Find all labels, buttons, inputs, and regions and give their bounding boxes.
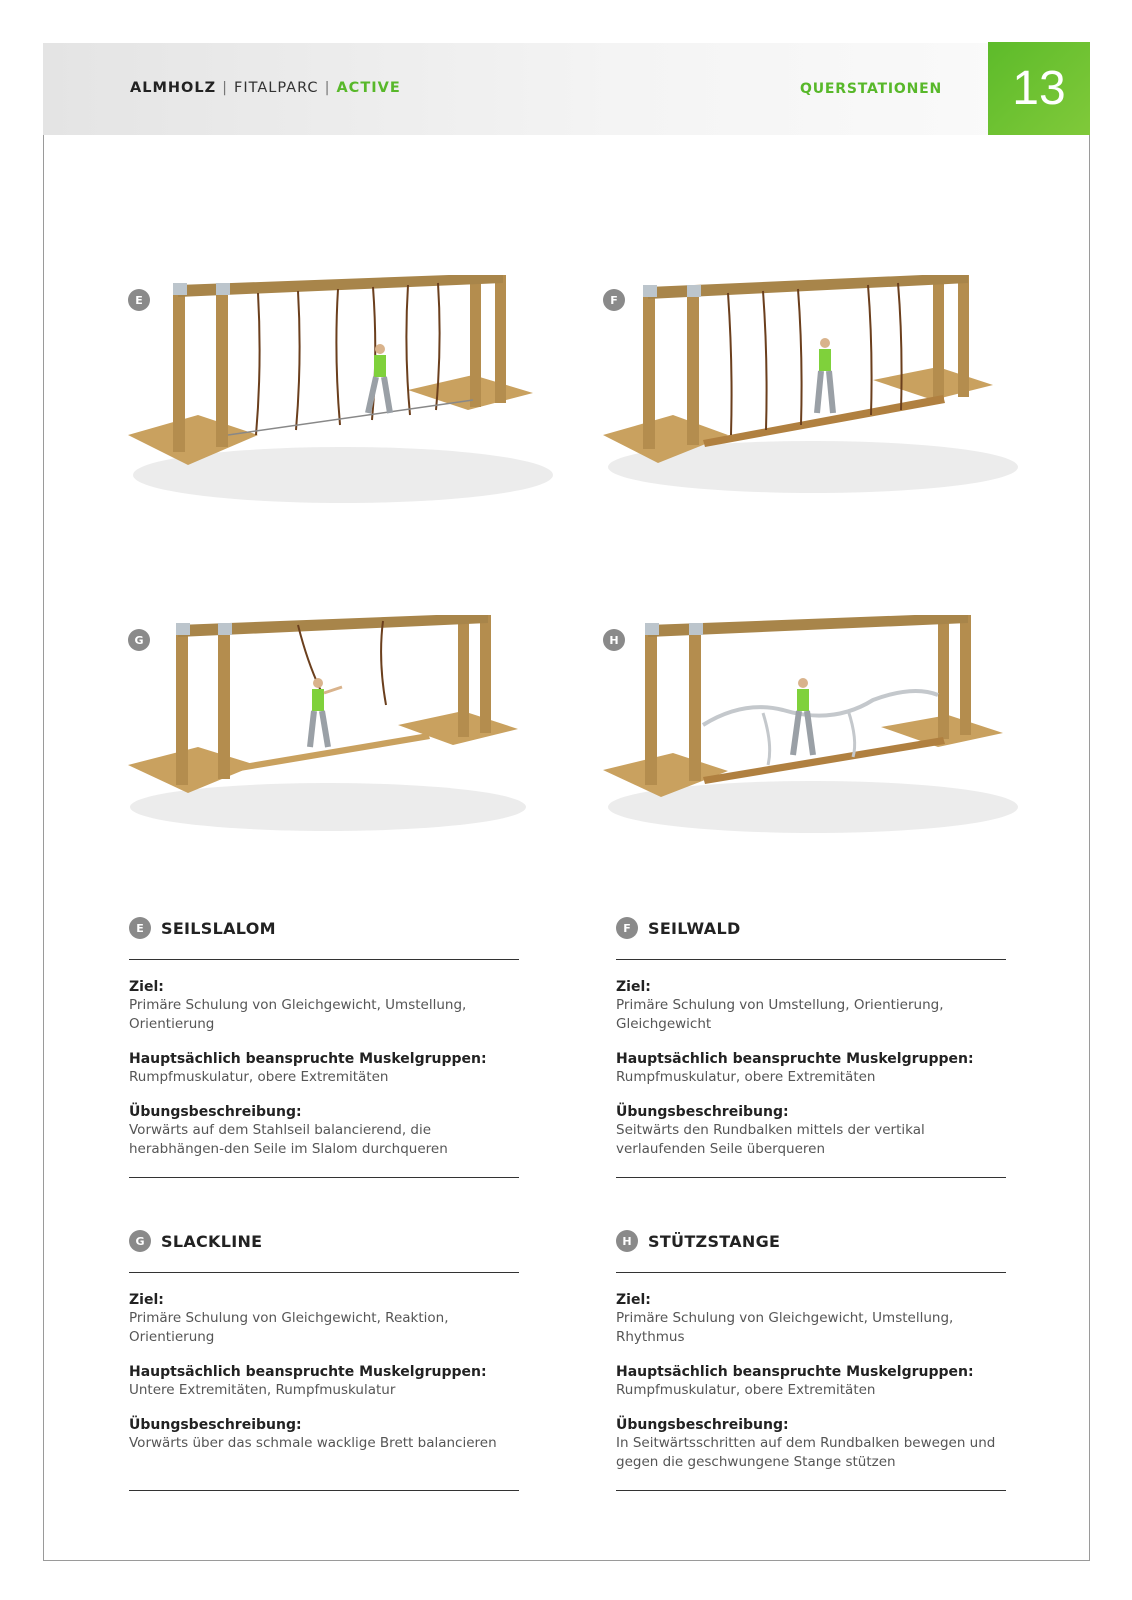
station-badge: G: [129, 1230, 151, 1252]
muscles-label: Hauptsächlich beanspruchte Muskelgruppen:: [616, 1051, 974, 1067]
goal-text: Primäre Schulung von Gleichgewicht, Umstellung, Rhythmus: [616, 1310, 954, 1345]
muscles-text: Untere Extremitäten, Rumpfmuskulatur: [129, 1382, 396, 1398]
muscles-label: Hauptsächlich beanspruchte Muskelgruppen:: [129, 1364, 487, 1380]
station-badge: H: [603, 629, 625, 651]
station-title: SEILSLALOM: [161, 918, 276, 938]
station-badge: E: [128, 289, 150, 311]
station-card-seilwald: [616, 913, 1006, 1178]
goal-text: Primäre Schulung von Umstellung, Orientierung, Gleichgewicht: [616, 997, 944, 1032]
illustration-slackline: [128, 615, 558, 885]
station-badge: F: [616, 917, 638, 939]
slackline-image: [128, 615, 558, 855]
description-text: Vorwärts auf dem Stahlseil balancierend, die herabhängen-den Seile im Slalom durchqueren: [129, 1122, 448, 1157]
divider: [129, 1272, 519, 1273]
brand-logo: [130, 80, 401, 96]
description-text: In Seitwärtsschritten auf dem Rundbalken bewegen und gegen die geschwungene Stange stützen: [616, 1435, 996, 1470]
station-badge: F: [603, 289, 625, 311]
station-badge: H: [616, 1230, 638, 1252]
description-label: Übungsbeschreibung:: [129, 1417, 302, 1433]
divider: [129, 1490, 519, 1491]
goal-text: Primäre Schulung von Gleichgewicht, Umstellung, Orientierung: [129, 997, 467, 1032]
description-label: Übungsbeschreibung:: [616, 1104, 789, 1120]
muscles-label: Hauptsächlich beanspruchte Muskelgruppen:: [129, 1051, 487, 1067]
muscles-text: Rumpfmuskulatur, obere Extremitäten: [616, 1382, 876, 1398]
station-title: SEILWALD: [648, 918, 741, 938]
station-badge: G: [128, 629, 150, 651]
seilslalom-image: [128, 275, 558, 515]
divider: [616, 1177, 1006, 1178]
description-label: Übungsbeschreibung:: [129, 1104, 302, 1120]
station-card-seilslalom: [129, 913, 519, 1178]
goal-label: Ziel:: [616, 1292, 651, 1308]
divider: [129, 959, 519, 960]
description-text: Vorwärts über das schmale wacklige Brett balancieren: [129, 1435, 497, 1451]
brand-main: ALMHOLZ: [130, 80, 217, 96]
description-text: Seitwärts den Rundbalken mittels der vertikal verlaufenden Seile überqueren: [616, 1122, 925, 1157]
brand-accent: ACTIVE: [336, 80, 401, 96]
muscles-label: Hauptsächlich beanspruchte Muskelgruppen:: [616, 1364, 974, 1380]
description-label: Übungsbeschreibung:: [616, 1417, 789, 1433]
station-badge: E: [129, 917, 151, 939]
station-card-slackline: [129, 1226, 519, 1491]
brand-separator: |: [222, 80, 228, 96]
divider: [129, 1177, 519, 1178]
station-title: SLACKLINE: [161, 1231, 263, 1251]
goal-label: Ziel:: [129, 979, 164, 995]
seilwald-image: [603, 275, 1033, 515]
brand-sub: FITALPARC: [234, 80, 319, 96]
muscles-text: Rumpfmuskulatur, obere Extremitäten: [129, 1069, 389, 1085]
illustration-stuetzstange: [603, 615, 1033, 885]
station-title: STÜTZSTANGE: [648, 1231, 781, 1251]
goal-label: Ziel:: [616, 979, 651, 995]
illustration-seilslalom: [128, 275, 558, 545]
page-number: 13: [988, 42, 1090, 135]
stuetzstange-image: [603, 615, 1033, 855]
station-card-stuetzstange: [616, 1226, 1006, 1491]
divider: [616, 959, 1006, 960]
goal-label: Ziel:: [129, 1292, 164, 1308]
muscles-text: Rumpfmuskulatur, obere Extremitäten: [616, 1069, 876, 1085]
divider: [616, 1490, 1006, 1491]
divider: [616, 1272, 1006, 1273]
brand-separator: |: [324, 80, 331, 96]
section-title: QUERSTATIONEN: [800, 81, 942, 97]
illustration-seilwald: [603, 275, 1033, 545]
goal-text: Primäre Schulung von Gleichgewicht, Reaktion, Orientierung: [129, 1310, 449, 1345]
